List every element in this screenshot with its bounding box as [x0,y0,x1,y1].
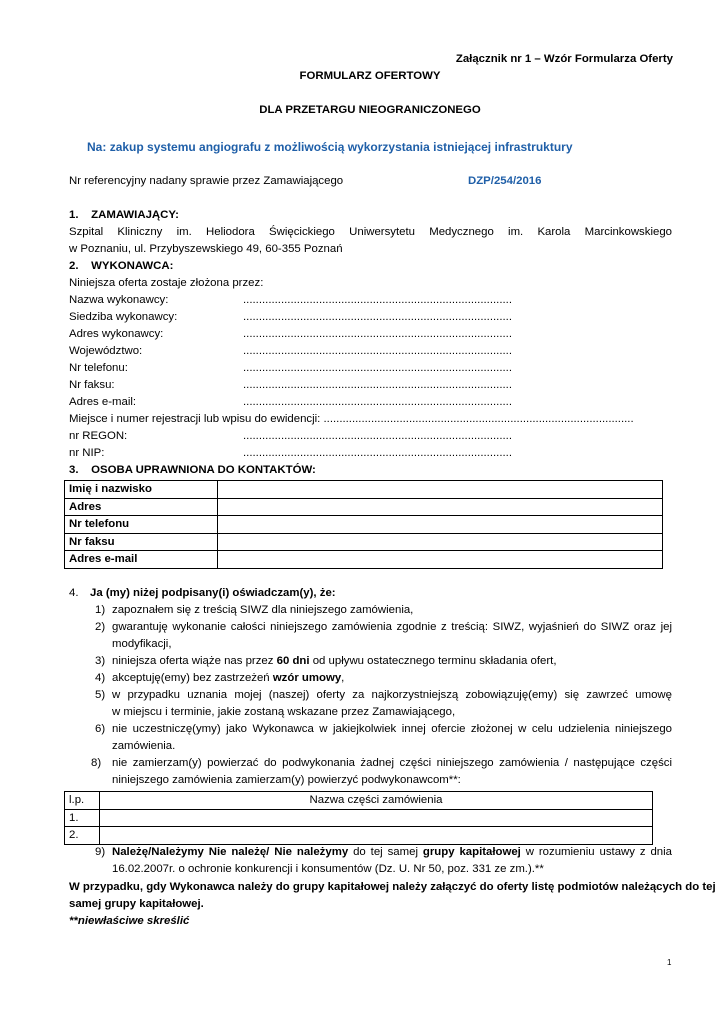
item-text: 16.02.2007r. o ochronie konkurencji i konsumentów (Dz. U. Nr 50, poz. 331 ze zm.).** [112,863,544,875]
item-text-part: od upływu ostatecznego terminu składania ofert, [309,655,557,667]
section3-heading: 3. OSOBA UPRAWNIONA DO KONTAKTÓW: [69,464,316,476]
item-number: 4) [95,672,106,684]
table-row [65,809,653,827]
contact-label: Adres [65,498,218,516]
item-text: modyfikacji, [112,638,172,650]
field-label: Nr telefonu: [69,362,128,374]
nip-label: nr NIP: [69,447,105,459]
contact-value-cell[interactable] [218,498,663,516]
field-value[interactable]: ..................................................................................... [243,328,512,340]
item-number: 3) [95,655,106,667]
item-text-bold: wzór umowy [272,672,342,684]
orderer-line2: w Poznaniu, ul. Przybyszewskiego 49, 60-355 Poznań [69,243,343,255]
page-number: 1 [667,958,672,967]
table-row [65,498,663,516]
item-number: 6) [95,723,106,735]
form-title: FORMULARZ OFERTOWY [299,70,441,82]
table-row [65,516,663,534]
item-text-bold: grupy kapitałowej [422,846,521,858]
section4-heading: Ja (my) niżej podpisany(i) oświadczam(y), że: [90,587,336,599]
table-row [65,792,653,810]
item-number: 2) [95,621,106,633]
item-text: gwarantuję wykonanie całości niniejszego zamówienia zgodnie z treścią: SIWZ, wyjaśnień do SIWZ oraz jej [112,621,672,633]
part-name-cell[interactable] [100,809,653,827]
registry-field[interactable]: Miejsce i numer rejestracji lub wpisu do ewidencji: .................................................................................................. [69,413,634,425]
section2-heading: 2. WYKONAWCA: [69,260,174,272]
form-subtitle: DLA PRZETARGU NIEOGRANICZONEGO [259,104,481,116]
contact-value-cell[interactable] [218,481,663,499]
field-label: Nr faksu: [69,379,115,391]
field-value[interactable]: ..................................................................................... [243,396,512,408]
field-value[interactable]: ..................................................................................... [243,311,512,323]
item-text [112,672,344,684]
contact-value-cell[interactable] [218,516,663,534]
table-row [65,551,663,569]
table-row [65,827,653,845]
item-text-part: w rozumieniu ustawy z dnia [520,846,672,858]
item-text-part: do tej samej [348,846,423,858]
item-text: w miejscu i terminie, jakie zostaną wskazane przez Zamawiającego, [112,706,456,718]
contact-label: Adres e-mail [65,551,218,569]
item-text-part: , [341,672,345,684]
item-number: 5) [95,689,106,701]
part-name-cell[interactable] [100,827,653,845]
subject-text: zakup systemu angiografu z możliwością wykorzystania istniejącej infrastruktury [109,140,573,154]
item-text-part: niniejsza oferta wiąże nas przez [112,655,277,667]
section1-heading: 1. ZAMAWIAJĄCY: [69,209,179,221]
contact-label: Nr faksu [65,533,218,551]
field-label: Adres e-mail: [69,396,137,408]
column-header-lp: l.p. [65,792,100,810]
item-number: 8) [91,757,102,769]
column-header-name: Nazwa części zamówienia [100,792,653,810]
item-text: zamówienia. [112,740,176,752]
subject-line [87,140,573,154]
regon-label: nr REGON: [69,430,128,442]
item-text: zapoznałem się z treścią SIWZ dla niniejszego zamówienia, [112,604,414,616]
subcontractor-table [64,791,653,845]
item-text: w przypadku uznania mojej (naszej) oferty za najkorzystniejszą zobowiązuję(emy) się zawrzeć umowę [112,689,672,701]
item-number: 1) [95,604,106,616]
item-text-part: akceptuję(emy) bez zastrzeżeń [112,672,273,684]
annex-label: Załącznik nr 1 – Wzór Formularza Oferty [455,53,673,65]
ref-label: Nr referencyjny nadany sprawie przez Zamawiającego [69,175,344,187]
row-number: 2. [65,827,100,845]
item-number: 9) [95,846,106,858]
item-text-bold: Należę/Należymy Nie należę/ Nie należymy [112,846,349,858]
field-label: Siedziba wykonawcy: [69,311,178,323]
row-number: 1. [65,809,100,827]
item-text: niniejszego zamówienia zamierzam(y) powierzyć podwykonawcom**: [112,774,461,786]
field-label: Województwo: [69,345,143,357]
item-text [112,655,557,667]
item-text-bold: 60 dni [276,655,310,667]
field-value[interactable]: ..................................................................................... [243,345,512,357]
regon-value[interactable]: ..................................................................................... [243,430,512,442]
group-note-line2: samej grupy kapitałowej. [69,898,204,910]
nip-value[interactable]: ..................................................................................... [243,447,512,459]
field-label: Adres wykonawcy: [69,328,164,340]
orderer-line1: Szpital Kliniczny im. Heliodora Święcickiego Uniwersytetu Medycznego im. Karola Marcinkowskiego [69,226,672,238]
item-text [112,846,672,858]
table-row [65,481,663,499]
contractor-intro: Niniejsza oferta zostaje złożona przez: [69,277,264,289]
ref-value: DZP/254/2016 [468,175,542,187]
item-text: nie zamierzam(y) powierzać do podwykonania żadnej części niniejszego zamówienia / następujące części [112,757,672,769]
contact-table [64,480,663,569]
item-text: nie uczestniczę(ymy) jako Wykonawca w jakiejkolwiek innej ofercie złożonej w celu udzielenia niniejszego [112,723,672,735]
contact-label: Imię i nazwisko [65,481,218,499]
group-note-line1: W przypadku, gdy Wykonawca należy do grupy kapitałowej należy załączyć do oferty listę podmiotów należących do tej [69,881,716,893]
field-label: Nazwa wykonawcy: [69,294,169,306]
contact-value-cell[interactable] [218,551,663,569]
field-value[interactable]: ..................................................................................... [243,362,512,374]
field-value[interactable]: ..................................................................................... [243,294,512,306]
subject-prefix: Na: [87,140,107,154]
field-value[interactable]: ..................................................................................... [243,379,512,391]
table-row [65,533,663,551]
section4-number: 4. [69,587,79,599]
strike-note: **niewłaściwe skreślić [69,915,190,927]
contact-value-cell[interactable] [218,533,663,551]
contact-label: Nr telefonu [65,516,218,534]
